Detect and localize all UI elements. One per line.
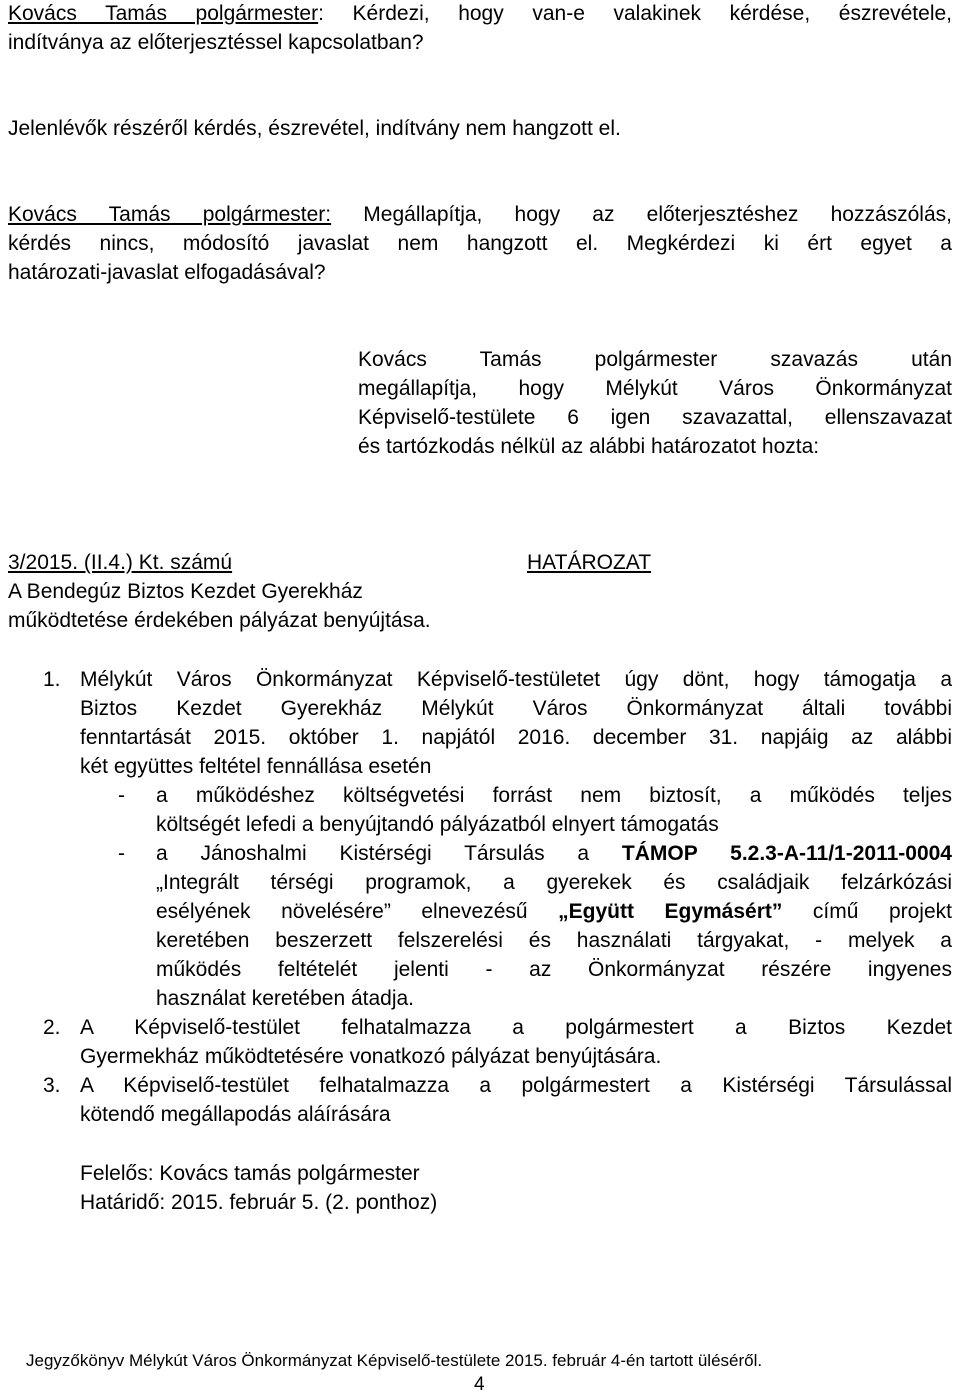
item-2-line-1: A Képviselő-testület felhatalmazza a polgármestert a Biztos Kezdet xyxy=(80,1016,952,1039)
vote-result-line-4: és tartózkodás nélkül az alábbi határozatot hozta: xyxy=(358,435,820,458)
item-1-line-3: fenntartását 2015. október 1. napjától 2016. december 31. napjáig az alábbi xyxy=(80,726,952,749)
project-code: TÁMOP 5.2.3-A-11/1-2011-0004 xyxy=(621,842,952,865)
responsible-person: Felelős: Kovács tamás polgármester xyxy=(80,1162,420,1185)
dash-bullet: - xyxy=(118,842,125,865)
item-1-line-4: két együttes feltétel fennállása esetén xyxy=(80,755,432,778)
vote-result-line-2: megállapítja, hogy Mélykút Város Önkormányzat xyxy=(358,377,952,400)
page-number: 4 xyxy=(474,1374,485,1395)
item-number-2: 2. xyxy=(43,1016,61,1039)
deadline: Határidő: 2015. február 5. (2. ponthoz) xyxy=(80,1191,438,1214)
bullet-1-line-1: a működéshez költségvetési forrást nem biztosít, a működés teljes xyxy=(156,784,952,807)
project-name: „Együtt Egymásért” xyxy=(558,900,783,923)
resolution-heading: HATÁROZAT xyxy=(527,551,652,574)
bullet-2-line-6: használat keretében átadja. xyxy=(156,987,415,1010)
item-3-line-2: kötendő megállapodás aláírására xyxy=(80,1103,391,1126)
attendees-no-questions: Jelenlévők részéről kérdés, észrevétel, indítvány nem hangzott el. xyxy=(8,117,621,140)
bullet-2-line-3: esélyének növelésére” elnevezésű „Együtt Egymásért” című projekt xyxy=(156,900,952,923)
item-1-line-1: Mélykút Város Önkormányzat Képviselő-testületet úgy dönt, hogy támogatja a xyxy=(80,668,952,691)
bullet-2-line-2: „Integrált térségi programok, a gyerekek és családjaik felzárkózási xyxy=(156,871,952,894)
page-footer: Jegyzőkönyv Mélykút Város Önkormányzat Képviselő-testülete 2015. február 4-én tartott üléséről. xyxy=(26,1351,763,1370)
item-2-line-2: Gyermekház működtetésére vonatkozó pályázat benyújtására. xyxy=(80,1045,662,1068)
bullet-2-line-5: működés feltételét jelenti - az Önkormányzat részére ingyenes xyxy=(156,958,952,981)
speaker-name: Kovács Tamás polgármester: xyxy=(8,203,332,226)
mayor-question-line-1: Kovács Tamás polgármester: Kérdezi, hogy van-e valakinek kérdése, észrevétele, xyxy=(8,2,953,25)
bullet-2-line-1: a Jánoshalmi Kistérségi Társulás a TÁMOP 5.2.3-A-11/1-2011-0004 xyxy=(156,842,952,865)
dash-bullet: - xyxy=(118,784,125,807)
mayor-statement-line-1: Kovács Tamás polgármester: Megállapítja, hogy az előterjesztéshez hozzászólás, xyxy=(8,203,952,226)
mayor-statement-line-3: határozati-javaslat elfogadásával? xyxy=(8,261,326,284)
item-number-1: 1. xyxy=(43,668,61,691)
resolution-subject-line-1: A Bendegúz Biztos Kezdet Gyerekház xyxy=(8,580,363,603)
vote-result-line-1: Kovács Tamás polgármester szavazás után xyxy=(358,348,952,371)
mayor-statement-line-2: kérdés nincs, módosító javaslat nem hangzott el. Megkérdezi ki ért egyet a xyxy=(8,232,952,255)
resolution-number: 3/2015. (II.4.) Kt. számú xyxy=(8,551,233,574)
resolution-subject-line-2: működtetése érdekében pályázat benyújtása. xyxy=(8,609,431,632)
item-1-line-2: Biztos Kezdet Gyerekház Mélykút Város Önkormányzat általi további xyxy=(80,697,952,720)
bullet-1-line-2: költségét lefedi a benyújtandó pályázatból elnyert támogatás xyxy=(156,813,719,836)
item-3-line-1: A Képviselő-testület felhatalmazza a polgármestert a Kistérségi Társulással xyxy=(80,1074,952,1097)
speaker-name: Kovács Tamás polgármester xyxy=(8,2,319,25)
mayor-question-line-2: indítványa az előterjesztéssel kapcsolatban? xyxy=(8,31,424,54)
item-number-3: 3. xyxy=(43,1074,61,1097)
bullet-2-line-4: keretében beszerzett felszerelési és használati tárgyakat, - melyek a xyxy=(156,929,952,952)
vote-result-line-3: Képviselő-testülete 6 igen szavazattal, ellenszavazat xyxy=(358,406,952,429)
